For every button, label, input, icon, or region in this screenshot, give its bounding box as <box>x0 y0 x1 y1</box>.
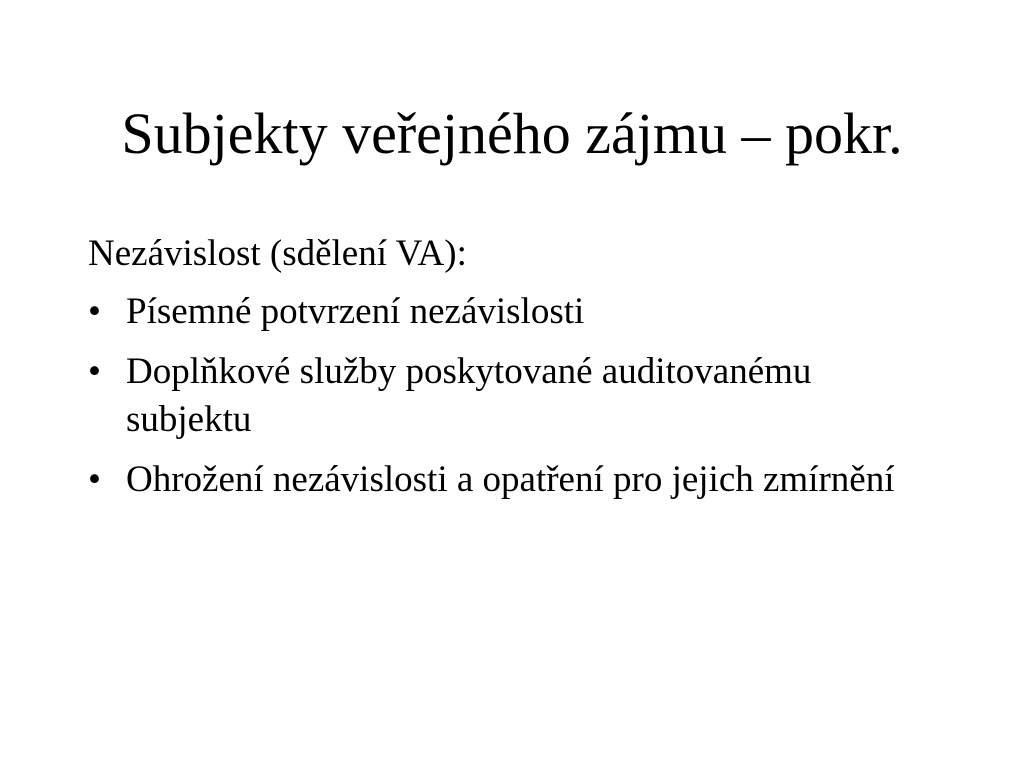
bullet-dot-icon: • <box>88 291 101 332</box>
bullet-item <box>88 288 928 336</box>
bullet-item <box>88 456 928 504</box>
bullet-text: Ohrožení nezávislosti a opatření pro jejich zmírnění <box>126 459 895 500</box>
intro-text: Nezávislost (sdělení VA): <box>88 233 467 274</box>
bullet-item <box>88 348 928 444</box>
slide-body <box>88 230 928 516</box>
bullet-list <box>88 288 928 504</box>
bullet-dot-icon: • <box>88 351 101 392</box>
bullet-text: Písemné potvrzení nezávislosti <box>126 291 585 332</box>
bullet-dot-icon: • <box>88 459 101 500</box>
bullet-text: Doplňkové služby poskytované auditovanému subjektu <box>126 351 812 440</box>
slide-title: Subjekty veřejného zájmu – pokr. <box>121 101 903 166</box>
